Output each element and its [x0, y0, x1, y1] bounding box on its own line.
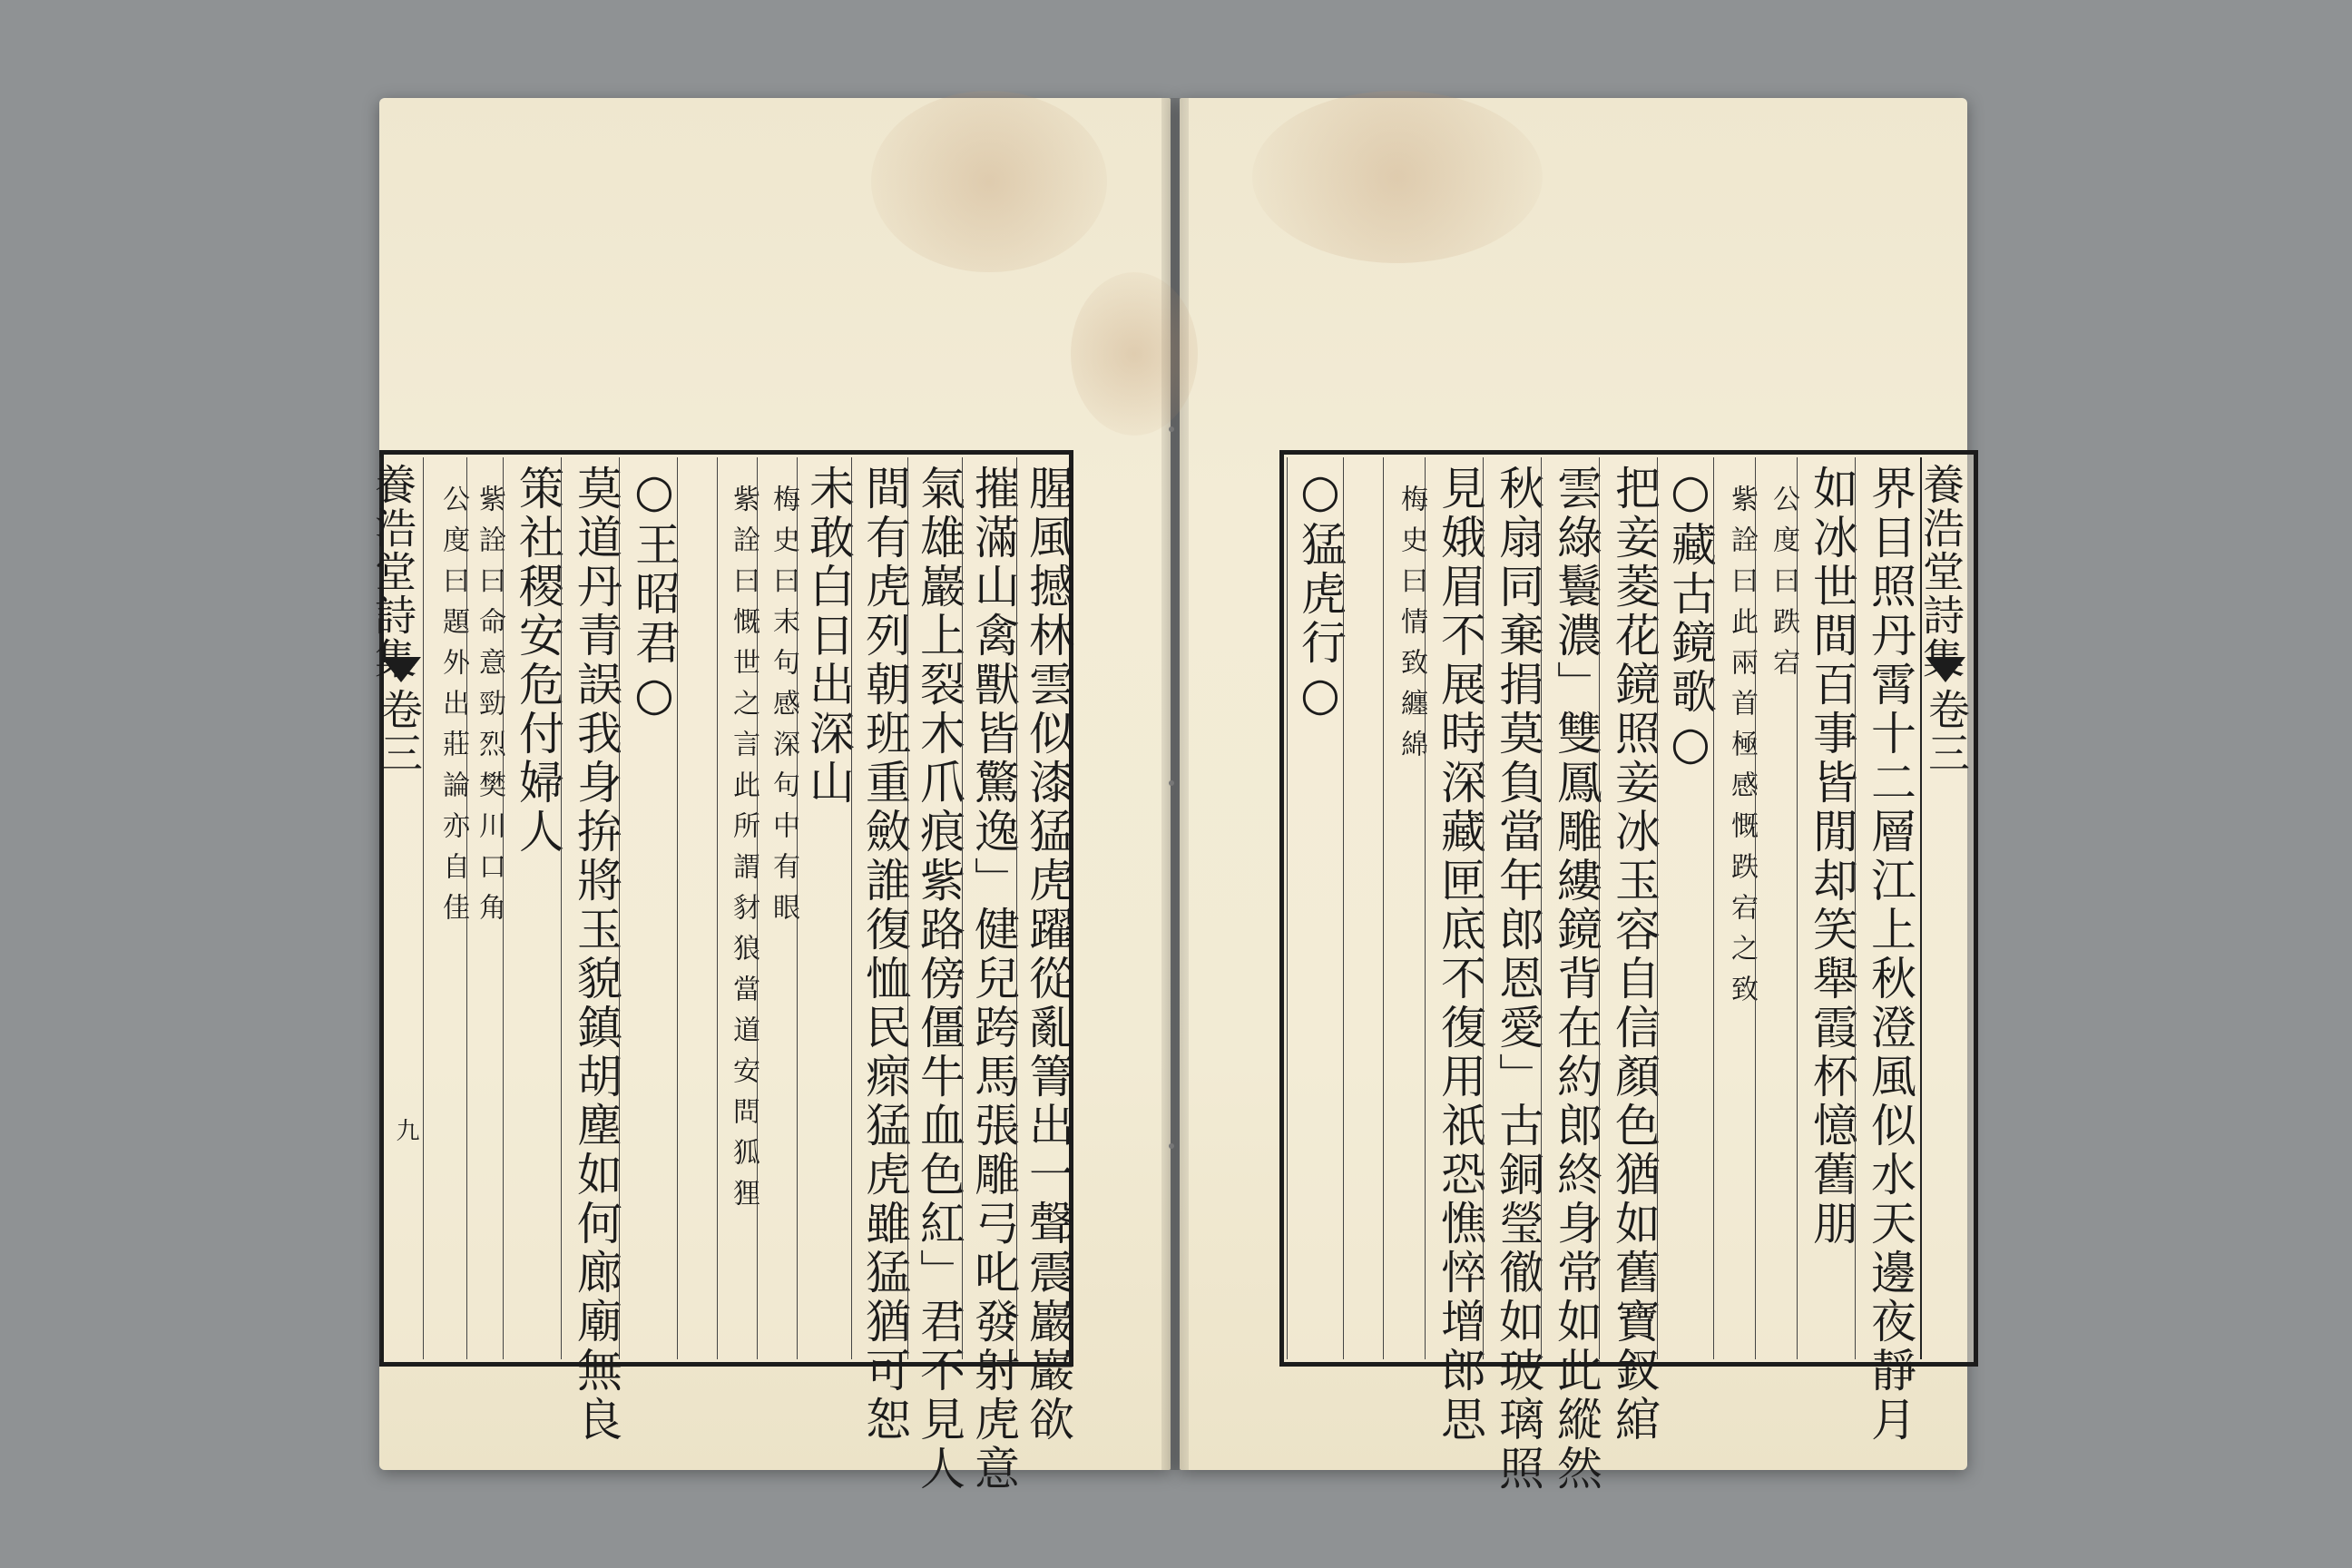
book-title: 養浩堂詩集: [1916, 463, 1965, 681]
poem-title-column: ○藏古鏡歌○: [1657, 457, 1713, 1359]
poem-title-column: ○猛虎行○: [1287, 457, 1343, 1359]
poem-column: 氣雄巖上裂木爪痕紫路傍僵牛血色紅」君不見人: [907, 457, 962, 1359]
note-column: 紫詮曰慨世之言此所謂豺狼當道安問狐狸: [717, 457, 757, 1359]
poem-column: 如冰世間百事皆閒却笑舉霞杯憶舊朋: [1797, 457, 1855, 1359]
blank-column: [1343, 457, 1383, 1359]
poem-column: 見娥眉不展時深藏匣底不復用祇恐憔悴增郎思: [1425, 457, 1483, 1359]
poem-column: 摧滿山禽獸皆驚逸」健兒跨馬張雕弓叱發射虎意: [962, 457, 1016, 1359]
paper-stain: [1071, 272, 1198, 436]
poem-column: 雲綠鬟濃」雙鳳雕縷鏡背在約郎終身常如此縱然: [1541, 457, 1599, 1359]
book-title: 養浩堂詩集: [368, 463, 417, 681]
blank-column: [677, 457, 717, 1359]
note-column: 公度曰題外出莊論亦自佳: [423, 457, 466, 1359]
note-column: 紫詮曰命意勁烈樊川口角: [466, 457, 503, 1359]
poem-column: 界目照丹霄十二層江上秋澄風似水天邊夜靜月: [1855, 457, 1913, 1359]
fishtail-mark: [381, 657, 421, 682]
note-column: 梅史曰情致纏綿: [1383, 457, 1425, 1359]
poem-column: 莫道丹青誤我身拚將玉貌鎮胡塵如何廊廟無良: [561, 457, 619, 1359]
page-number: 九: [392, 1118, 419, 1142]
poem-column: 秋扇同棄捐莫負當年郎恩愛」古銅瑩徹如玻璃照: [1483, 457, 1541, 1359]
right-hanxin: [1916, 457, 1971, 1359]
note-column: 紫詮曰此兩首極感慨跌宕之致: [1713, 457, 1755, 1359]
paper-stain: [1252, 91, 1543, 263]
paper-stain: [871, 91, 1107, 272]
note-column: 公度曰跌宕: [1755, 457, 1797, 1359]
poem-column: 策社稷安危付婦人: [503, 457, 561, 1359]
left-hanxin-volume: 卷三: [375, 688, 424, 775]
poem-column: 腥風撼林雲似漆猛虎躍從亂箐出一聲震巖巖欲: [1016, 457, 1071, 1359]
fishtail-mark: [1926, 657, 1965, 682]
binding-hole: [1169, 1143, 1174, 1149]
binding-hole: [1169, 426, 1174, 432]
binding-hole: [1169, 780, 1174, 786]
left-hanxin: [368, 457, 424, 1359]
poem-column: 未敢白日出深山: [797, 457, 851, 1359]
poem-column: 間有虎列朝班重斂誰復恤民瘝猛虎雖猛猶可恕: [851, 457, 907, 1359]
poem-title-column: ○王昭君○: [619, 457, 677, 1359]
poem-column: 把妾菱花鏡照妾冰玉容自信顏色猶如舊寶釵綰: [1599, 457, 1657, 1359]
note-column: 梅史曰末句感深句中有眼: [757, 457, 797, 1359]
right-hanxin-volume: 卷三: [1922, 688, 1971, 775]
